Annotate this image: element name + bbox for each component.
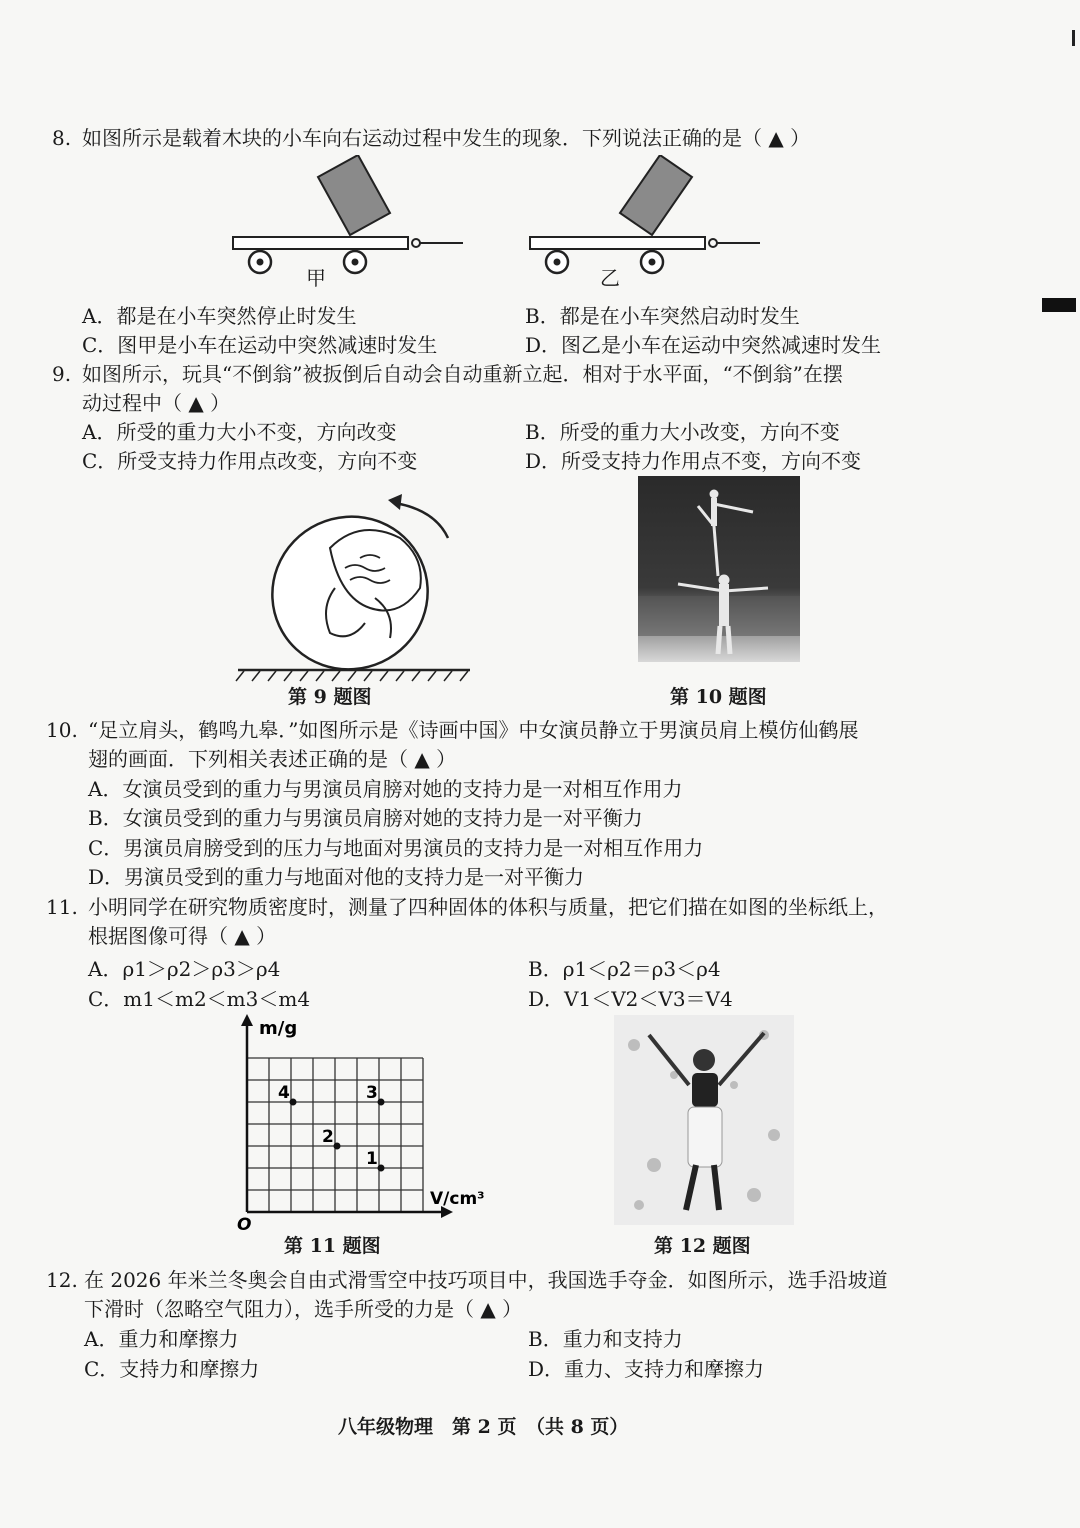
q12-stem-line1: 在 2026 年米兰冬奥会自由式滑雪空中技巧项目中，我国选手夺金．如图所示，选手沿坡道 [84, 1268, 888, 1292]
q8-number: 8. [52, 126, 72, 150]
acrobats-illustration [638, 476, 800, 662]
rotation-arrow-icon [395, 503, 448, 538]
q9-stem-line1: 如图所示，玩具“不倒翁”被扳倒后自动会自动重新立起．相对于水平面，“不倒翁”在摆 [82, 362, 843, 386]
wood-block [620, 155, 692, 235]
y-axis-label: m/g [259, 1018, 298, 1039]
q10-stem-line2: 翅的画面．下列相关表述正确的是（ ▲ ） [88, 747, 457, 771]
q11-option-a: A．ρ1＞ρ2＞ρ3＞ρ4 [88, 957, 281, 981]
q11-caption: 第 11 题图 [284, 1235, 381, 1257]
q8-option-b: B．都是在小车突然启动时发生 [525, 304, 800, 328]
q8-figure-jia [228, 155, 478, 285]
q10-photo [638, 476, 800, 662]
q8-fig-label-jia: 甲 [306, 266, 326, 290]
data-point-2 [334, 1143, 341, 1150]
q10-option-c: C．男演员肩膀受到的压力与地面对男演员的支持力是一对相互作用力 [88, 836, 704, 860]
q9-option-b: B．所受的重力大小改变，方向不变 [525, 420, 840, 444]
page-footer: 八年级物理 第 2 页 （共 8 页） [338, 1416, 629, 1438]
q9-stem-line2: 动过程中（ ▲ ） [82, 391, 231, 415]
q11-number: 11. [46, 895, 78, 919]
data-point-4 [290, 1099, 297, 1106]
q10-option-a: A．女演员受到的重力与男演员肩膀对她的支持力是一对相互作用力 [88, 777, 683, 801]
hook [412, 239, 420, 247]
q10-number: 10. [46, 718, 78, 742]
binding-mark [1042, 298, 1076, 312]
graph-grid [247, 1058, 423, 1212]
wood-block [318, 155, 390, 235]
q12-stem-line2: 下滑时（忽略空气阻力），选手所受的力是（ ▲ ） [84, 1297, 523, 1321]
q12-photo [614, 1015, 794, 1225]
data-point-label-2: 2 [322, 1127, 334, 1147]
origin-label: O [237, 1215, 252, 1232]
q9-option-a: A．所受的重力大小不变，方向改变 [82, 420, 397, 444]
q8-fig-label-yi: 乙 [600, 266, 620, 290]
q8-option-d: D．图乙是小车在运动中突然减速时发生 [525, 333, 882, 357]
q11-stem-line1: 小明同学在研究物质密度时，测量了四种固体的体积与质量，把它们描在如图的坐标纸上， [88, 895, 888, 919]
corner-mark [1072, 30, 1075, 46]
q9-number: 9. [52, 362, 72, 386]
q12-option-a: A．重力和摩擦力 [84, 1327, 239, 1351]
q8-stem: 如图所示是载着木块的小车向右运动过程中发生的现象．下列说法正确的是（ ▲ ） [82, 126, 811, 150]
q11-option-c: C．m1＜m2＜m3＜m4 [88, 987, 311, 1011]
q11-stem-line2: 根据图像可得（ ▲ ） [88, 924, 277, 948]
cart-body [530, 237, 705, 249]
q8-option-c: C．图甲是小车在运动中突然减速时发生 [82, 333, 438, 357]
q11-option-d: D．V1＜V2＜V3＝V4 [528, 987, 733, 1011]
y-axis-arrow-icon [241, 1014, 253, 1026]
q8-option-a: A．都是在小车突然停止时发生 [82, 304, 357, 328]
q9-option-d: D．所受支持力作用点不变，方向不变 [525, 449, 862, 473]
q12-caption: 第 12 题图 [654, 1235, 751, 1257]
q12-option-b: B．重力和支持力 [528, 1327, 683, 1351]
cart-body [233, 237, 408, 249]
q10-option-b: B．女演员受到的重力与男演员肩膀对她的支持力是一对平衡力 [88, 806, 643, 830]
q11-option-b: B．ρ1＜ρ2＝ρ3＜ρ4 [528, 957, 721, 981]
q12-option-c: C．支持力和摩擦力 [84, 1357, 260, 1381]
q12-number: 12. [46, 1268, 78, 1292]
q9-caption: 第 9 题图 [288, 686, 372, 708]
q11-density-graph [225, 1012, 515, 1232]
data-point-label-1: 1 [366, 1149, 378, 1169]
hook [709, 239, 717, 247]
data-point-label-3: 3 [366, 1083, 378, 1103]
data-point-1 [378, 1165, 385, 1172]
q10-stem-line1: “足立肩头，鹤鸣九皋．”如图所示是《诗画中国》中女演员静立于男演员肩上模仿仙鹤展 [88, 718, 859, 742]
skier-illustration [614, 1015, 794, 1225]
q8-figure-yi [525, 155, 775, 285]
q12-option-d: D．重力、支持力和摩擦力 [528, 1357, 765, 1381]
data-point-label-4: 4 [278, 1083, 290, 1103]
q9-option-c: C．所受支持力作用点改变，方向不变 [82, 449, 418, 473]
q10-caption: 第 10 题图 [670, 686, 767, 708]
tumbler-body [247, 491, 453, 683]
q10-option-d: D．男演员受到的重力与地面对他的支持力是一对平衡力 [88, 865, 585, 889]
data-point-3 [378, 1099, 385, 1106]
q9-figure-tumbler [230, 488, 480, 683]
x-axis-label: V/cm³ [430, 1189, 485, 1209]
